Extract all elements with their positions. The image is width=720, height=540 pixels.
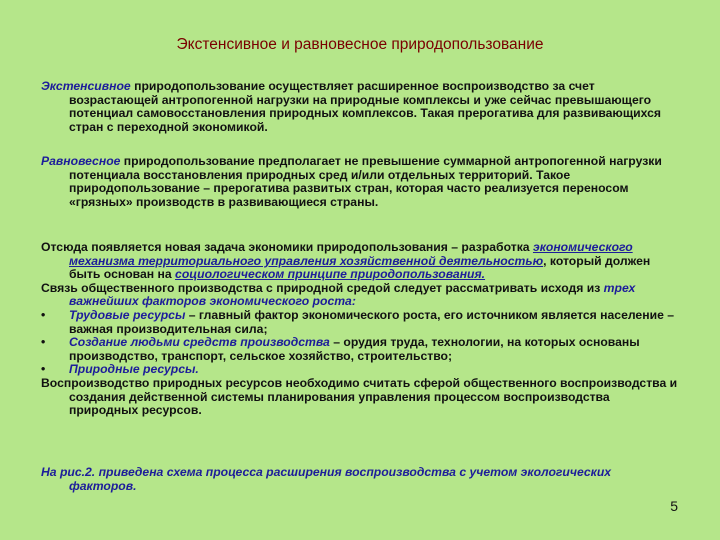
list-item-natural <box>41 363 681 377</box>
paragraph-equilibrium-text: природопользование предполагает не превышение суммарной антропогенной нагрузки потенциала восстановления природных сред и/или отдельных территорий. Такое природопользование – прерогатива развитых стран, которая часто реализуется переносом «грязных» производств в развивающиеся страны. <box>69 154 662 209</box>
labor-resources-text: – главный фактор экономического роста, его источником является население – важная производительная сила; <box>69 307 675 336</box>
paragraph-extensive <box>41 80 681 134</box>
term-means-of-production: Создание людьми средств производства <box>69 335 330 350</box>
term-three-factors: трех важнейших факторов экономического роста: <box>69 280 636 309</box>
bullet-icon: • <box>41 307 46 322</box>
relation-text: Связь общественного производства с природной средой следует рассматривать исходя из <box>41 280 604 295</box>
term-labor-resources: Трудовые ресурсы <box>69 307 186 322</box>
bullet-icon: • <box>41 335 46 350</box>
term-equilibrium: Равновесное <box>41 154 121 168</box>
reproduction-text: Воспроизводство природных ресурсов необходимо считать сферой общественного воспроизводства и создания действенной системы планирования управления процессом воспроизводства природных ресурсов. <box>41 375 678 418</box>
means-of-production-text: – орудия труда, технологии, на которых основаны производство, транспорт, сельское хозяйство, строительство; <box>69 335 640 363</box>
term-extensive: Экстенсивное <box>41 79 131 93</box>
task-intro: Отсюда появляется новая задача экономики природопользования – разработка <box>41 240 533 254</box>
page-number: 5 <box>670 498 678 514</box>
paragraph-equilibrium <box>41 155 681 209</box>
list-item-labor <box>41 309 681 336</box>
term-sociological-principle: социологическом принципе природопользования. <box>175 267 486 282</box>
paragraph-extensive-text: природопользование осуществляет расширенное воспроизводство за счет возрастающей антропогенной нагрузки на природные комплексы и уже сейчас превышающего потенциал самовосстановления природных комплексов. Такая прерогатива для развивающихся стран с переходной экономикой. <box>69 79 661 134</box>
figure-reference: На рис.2. приведена схема процесса расширения воспроизводства с учетом экологических факторов. <box>41 465 612 493</box>
slide-title: Экстенсивное и равновесное природопользование <box>176 36 544 53</box>
term-economic-mechanism: экономического механизма территориального управления хозяйственной деятельностью <box>69 240 633 268</box>
paragraph-figure-ref <box>41 466 681 493</box>
bullet-icon: • <box>41 362 46 377</box>
paragraph-task <box>41 241 681 418</box>
task-connector: , который должен быть основан на <box>69 253 651 282</box>
term-natural-resources: Природные ресурсы. <box>69 362 199 377</box>
list-item-means <box>41 336 681 363</box>
